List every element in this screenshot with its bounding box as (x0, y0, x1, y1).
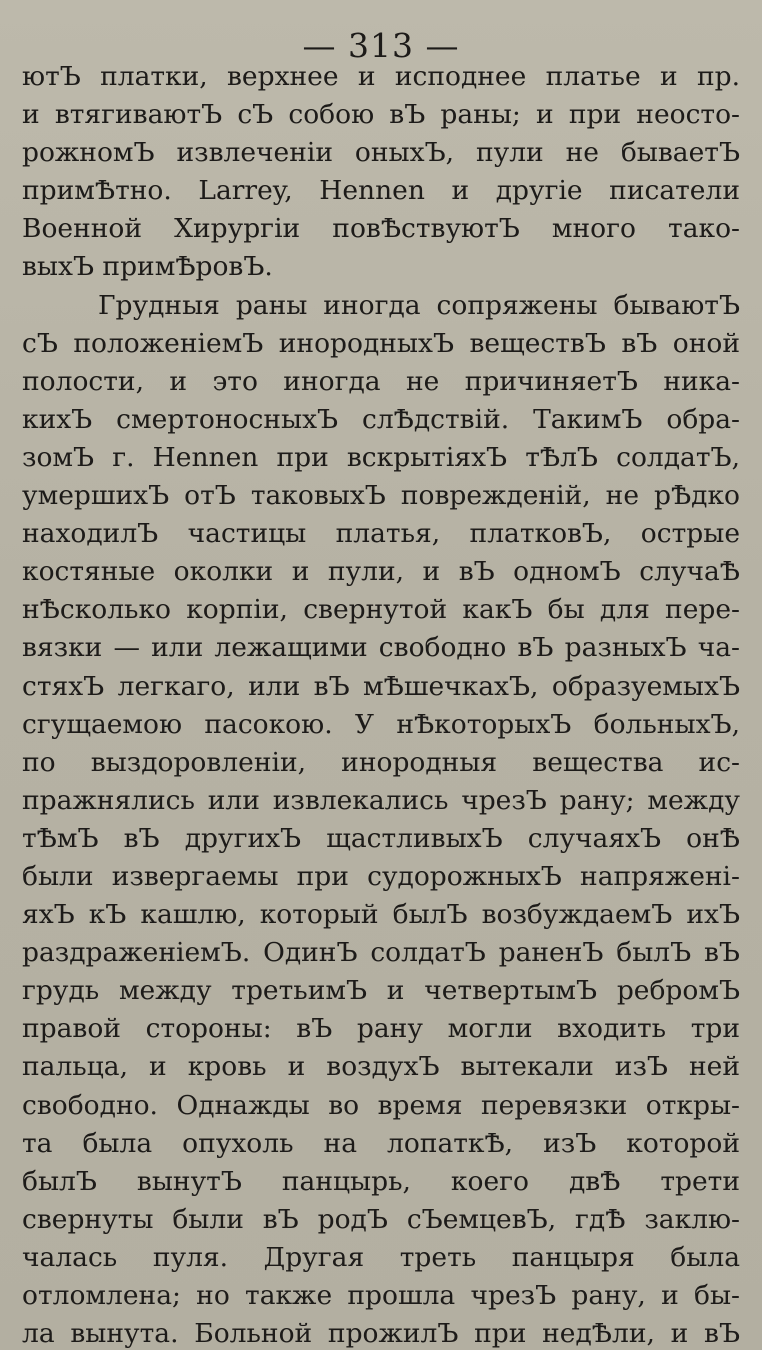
text-line: костяные околки и пули, и вЪ одномЪ случаѢ (22, 556, 740, 588)
text-line: стяхЪ легкаго, или вЪ мѢшечкахЪ, образуемыхЪ (22, 670, 740, 702)
paragraph-start-line: Грудныя раны иногда сопряжены бываютЪ (98, 289, 740, 321)
text-line: полости, и это иногда не причиняетЪ ника- (22, 365, 740, 397)
text-line: рожномЪ извлеченіи оныхЪ, пули не бываетЪ (22, 137, 740, 169)
text-line: чалась пуля. Другая треть панцыря была (22, 1241, 740, 1273)
text-line: правой стороны: вЪ рану могли входить три (22, 1013, 740, 1045)
text-line: находилЪ частицы платья, платковЪ, острые (22, 518, 740, 550)
text-line: примѢтно. Larrey, Hennen и другіе писатели (22, 175, 740, 207)
text-line: по выздоровленіи, инородныя вещества ис- (22, 746, 740, 778)
text-line: нѢсколько корпіи, свернутой какЪ бы для пере- (22, 594, 740, 626)
text-line: умершихЪ отЪ таковыхЪ поврежденій, не рѢдко (22, 480, 740, 512)
text-line: грудь между третьимЪ и четвертымЪ ребромЪ (22, 975, 740, 1007)
text-line: кихЪ смертоносныхЪ слѢдствій. ТакимЪ обра- (22, 403, 740, 435)
text-line: выхЪ примѢровЪ. (22, 251, 273, 283)
text-line: свернуты были вЪ родЪ сЪемцевЪ, гдѢ заклю- (22, 1203, 740, 1235)
text-line: и втягиваютЪ сЪ собою вЪ раны; и при неосто- (22, 99, 740, 131)
text-line: сгущаемою пасокою. У нѢкоторыхЪ больныхЪ, (22, 708, 740, 740)
text-line: сЪ положеніемЪ инородныхЪ веществЪ вЪ оной (22, 327, 740, 359)
text-line: вязки — или лежащими свободно вЪ разныхЪ ча- (22, 632, 740, 664)
text-line: свободно. Однажды во время перевязки откры- (22, 1089, 740, 1121)
text-line: ютЪ платки, верхнее и исподнее платье и пр. (22, 61, 740, 92)
text-line: раздраженіемЪ. ОдинЪ солдатЪ раненЪ былЪ вЪ (22, 937, 740, 969)
body-text (22, 58, 740, 1350)
text-line: отломлена; но также прошла чрезЪ рану, и бы- (22, 1280, 740, 1311)
text-line: Военной Хирургіи повѢствуютЪ много тако- (22, 213, 740, 245)
text-line: были извергаемы при судорожныхЪ напряжені- (22, 860, 740, 892)
text-line: пальца, и кровь и воздухЪ вытекали изЪ ней (22, 1051, 740, 1083)
text-line: зомЪ г. Hennen при вскрытіяхЪ тѢлЪ солдатЪ, (22, 441, 740, 473)
text-line: ла вынута. Больной прожилЪ при недѢли, и вЪ (22, 1318, 740, 1350)
text-line: былЪ вынутЪ панцырь, коего двѢ трети (22, 1165, 740, 1197)
text-line: пражнялись или извлекались чрезЪ рану; между (22, 784, 740, 816)
text-line: тѢмЪ вЪ другихЪ щастливыхЪ случаяхЪ онѢ (22, 822, 740, 854)
text-line: та была опухоль на лопаткѢ, изЪ которой (22, 1127, 740, 1159)
text-line: яхЪ кЪ кашлю, который былЪ возбуждаемЪ ихЪ (22, 899, 740, 931)
page-number: — 313 — (302, 26, 460, 65)
